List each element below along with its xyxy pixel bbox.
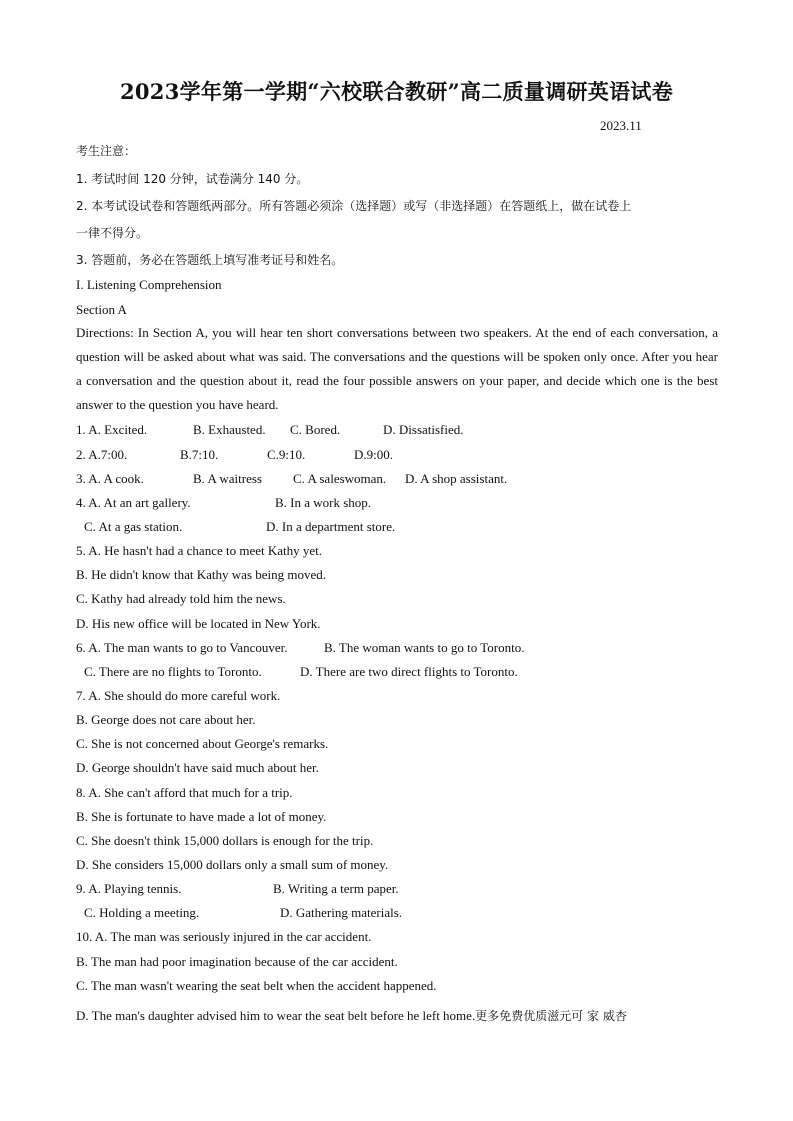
option-a: 9. A. Playing tennis.	[76, 881, 182, 896]
option-d: D.9:00.	[354, 447, 393, 462]
promo-text: 更多免费优质滋元可 家 威杏	[475, 1009, 627, 1023]
option-b: B. He didn't know that Kathy was being moved.	[76, 567, 327, 582]
option-a: 4. A. At an art gallery.	[76, 495, 191, 510]
option-d: D. In a department store.	[266, 519, 396, 534]
option-d-line	[76, 1007, 627, 1024]
option-c: C. At a gas station.	[84, 519, 183, 534]
option-b: B. She is fortunate to have made a lot of money.	[76, 809, 327, 824]
section-heading: Section A	[76, 302, 127, 317]
option-a: 10. A. The man was seriously injured in the car accident.	[76, 929, 372, 944]
option-b: B. George does not care about her.	[76, 712, 256, 727]
option-c: C. There are no flights to Toronto.	[84, 664, 262, 679]
option-c: C. She doesn't think 15,000 dollars is enough for the trip.	[76, 833, 374, 848]
option-d: D. The man's daughter advised him to wear the seat belt before he left home.	[76, 1008, 476, 1023]
option-b: B. Exhausted.	[193, 422, 266, 437]
option-b: B. A waitress	[193, 471, 262, 486]
option-a: 1. A. Excited.	[76, 422, 148, 437]
option-c: C.9:10.	[267, 447, 306, 462]
option-c: C. A saleswoman.	[293, 471, 387, 486]
exam-date: 2023.11	[600, 118, 642, 133]
option-d: D. George shouldn't have said much about her.	[76, 760, 319, 775]
option-a: 6. A. The man wants to go to Vancouver.	[76, 640, 288, 655]
option-b: B.7:10.	[180, 447, 219, 462]
option-a: 7. A. She should do more careful work.	[76, 688, 281, 703]
notice-item-2: 2. 本考试设试卷和答题纸两部分。所有答题必须涂（选择题）或写（非选择题）在答题纸上，做在试卷上	[76, 199, 632, 213]
option-c: C. Kathy had already told him the news.	[76, 591, 286, 606]
option-b: B. In a work shop.	[275, 495, 372, 510]
page-title: 2023学年第一学期“六校联合教研”高二质量调研英语试卷	[119, 79, 673, 104]
option-c: C. The man wasn't wearing the seat belt when the accident happened.	[76, 978, 437, 993]
option-d: D. There are two direct flights to Toronto.	[300, 664, 518, 679]
option-d: D. His new office will be located in New York.	[76, 616, 321, 631]
option-d: D. Dissatisfied.	[383, 422, 464, 437]
option-d: D. A shop assistant.	[405, 471, 508, 486]
notice-item-3: 3. 答题前，务必在答题纸上填写准考证号和姓名。	[76, 253, 344, 267]
notice-item-2-cont: 一律不得分。	[76, 226, 149, 240]
option-c: C. Bored.	[290, 422, 341, 437]
directions-text: Directions: In Section A, you will hear ten short conversations between two speakers. At the end of each conversation, a question will be asked about what was said. The conversations and the questions will be spoken only once. After you hear a conversation and the question about it, read the four possible answers on your paper, and decide which one is the best answer to the question you have heard.	[76, 325, 718, 412]
option-c: C. Holding a meeting.	[84, 905, 200, 920]
option-c: C. She is not concerned about George's remarks.	[76, 736, 329, 751]
option-d: D. She considers 15,000 dollars only a small sum of money.	[76, 857, 389, 872]
notice-heading: 考生注意：	[76, 144, 137, 158]
option-b: B. The woman wants to go to Toronto.	[324, 640, 525, 655]
option-a: 5. A. He hasn't had a chance to meet Kathy yet.	[76, 543, 323, 558]
part-heading: I. Listening Comprehension	[76, 277, 222, 292]
option-d: D. Gathering materials.	[280, 905, 403, 920]
option-b: B. Writing a term paper.	[273, 881, 399, 896]
option-a: 2. A.7:00.	[76, 447, 128, 462]
option-a: 8. A. She can't afford that much for a trip.	[76, 785, 293, 800]
option-b: B. The man had poor imagination because of the car accident.	[76, 954, 398, 969]
notice-item-1: 1. 考试时间 120 分钟，试卷满分 140 分。	[76, 172, 309, 186]
option-a: 3. A. A cook.	[76, 471, 144, 486]
